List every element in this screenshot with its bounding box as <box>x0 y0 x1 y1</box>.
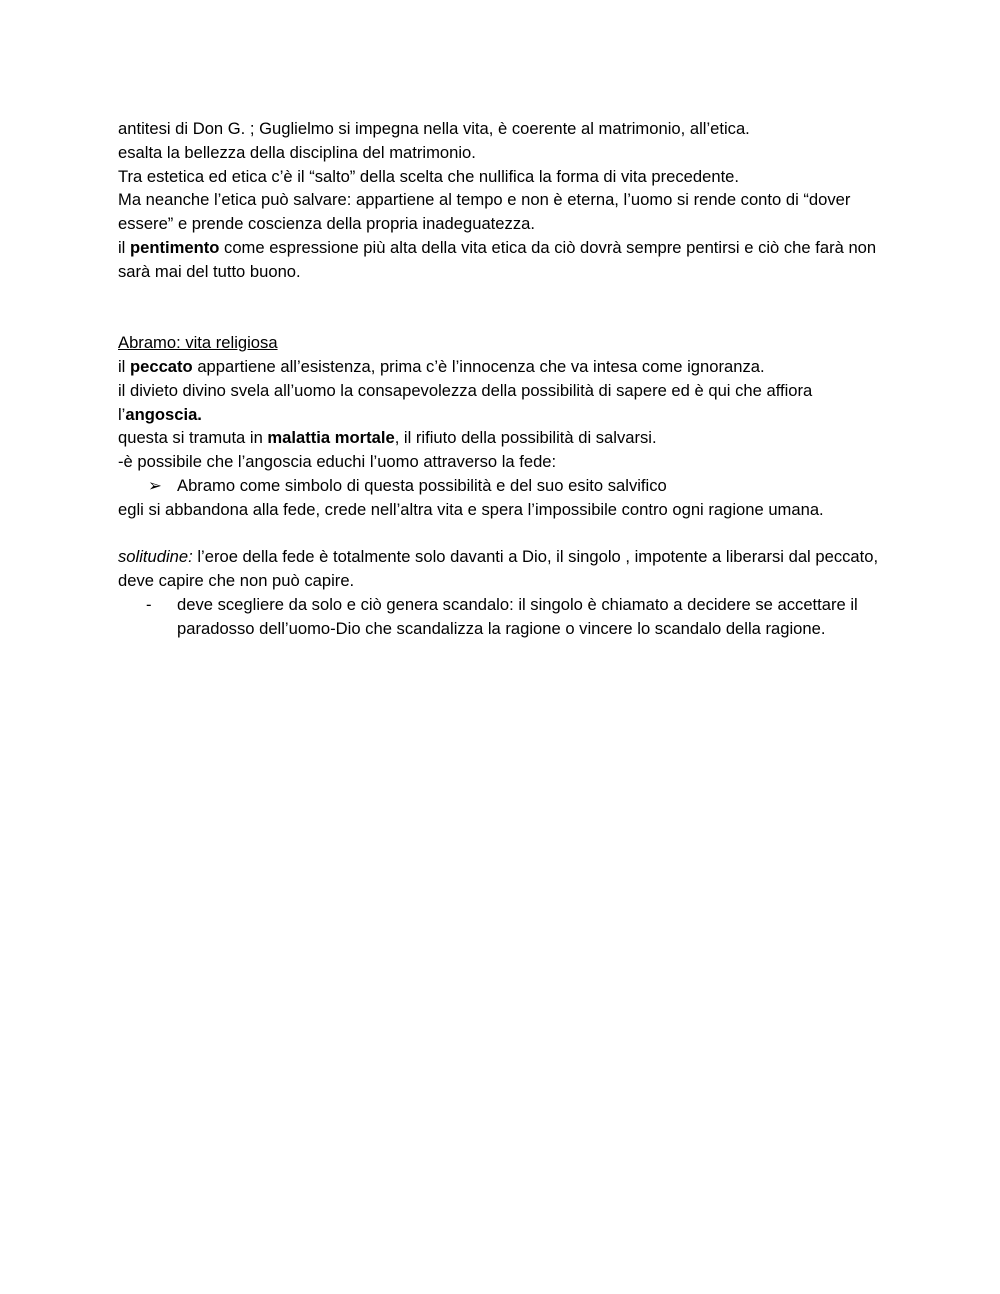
term-solitudine: solitudine: <box>118 547 193 567</box>
list-item <box>118 474 888 498</box>
s2-line3-pre: questa si tramuta in <box>118 428 268 448</box>
s3-line1 <box>118 545 888 593</box>
list-item <box>118 593 888 641</box>
s2-line5: egli si abbandona alla fede, crede nell’altra vita e spera l’impossibile contro ogni ragione umana. <box>118 499 824 519</box>
s1-line2: esalta la bellezza della disciplina del matrimonio. <box>118 142 476 162</box>
s2-line1 <box>118 355 888 379</box>
s1-line3: Tra estetica ed etica c’è il “salto” della scelta che nullifica la forma di vita precedente. <box>118 166 740 186</box>
s1-line5-pre: il <box>118 237 130 257</box>
s1-line5-post: come espressione più alta della vita etica da ciò dovrà sempre pentirsi e ciò che farà non sarà mai del tutto buono. <box>118 237 877 281</box>
arrow-bullet-icon: ➢ <box>148 475 162 495</box>
s2-line4: -è possibile che l’angoscia educhi l’uomo attraverso la fede: <box>118 452 557 472</box>
s1-line5 <box>118 236 888 284</box>
dash-text: deve scegliere da solo e ciò genera scandalo: il singolo è chiamato a decidere se accettare il paradosso dell’uomo-Dio che scandalizza la ragione o vincere lo scandalo della ragione. <box>177 594 858 638</box>
s2-line2-pre: il divieto divino svela all’uomo la consapevolezza della possibilità di sapere ed è qui che affiora l’ <box>118 380 813 424</box>
s2-line3 <box>118 426 888 450</box>
s2-line1-post: appartiene all’esistenza, prima c’è l’innocenza che va intesa come ignoranza. <box>192 356 765 376</box>
term-peccato: peccato <box>129 356 193 376</box>
bullet-text: Abramo come simbolo di questa possibilità e del suo esito salvifico <box>177 475 667 495</box>
s1-line4: Ma neanche l’etica può salvare: appartiene al tempo e non è eterna, l’uomo si rende conto di “dover essere” e prende coscienza della propria inadeguatezza. <box>118 190 851 234</box>
dash-bullet-icon: - <box>146 594 152 614</box>
s2-line3-post: , il rifiuto della possibilità di salvarsi. <box>394 428 657 448</box>
s2-line2 <box>118 379 888 427</box>
section-heading <box>118 331 888 355</box>
s2-line1-pre: il <box>118 356 130 376</box>
term-angoscia: angoscia. <box>125 404 202 424</box>
term-pentimento: pentimento <box>129 237 220 257</box>
spacer <box>118 522 888 546</box>
term-malattia-mortale: malattia mortale <box>267 428 395 448</box>
heading-abramo: Abramo: vita religiosa <box>118 333 278 353</box>
s1-line1: antitesi di Don G. ; Guglielmo si impegna nella vita, è coerente al matrimonio, all’etica. <box>118 119 750 138</box>
spacer <box>118 284 888 332</box>
document-page <box>118 117 888 641</box>
s3-line1-post: l’eroe della fede è totalmente solo davanti a Dio, il singolo , impotente a liberarsi dal peccato, deve capire che non può capire. <box>118 547 879 591</box>
